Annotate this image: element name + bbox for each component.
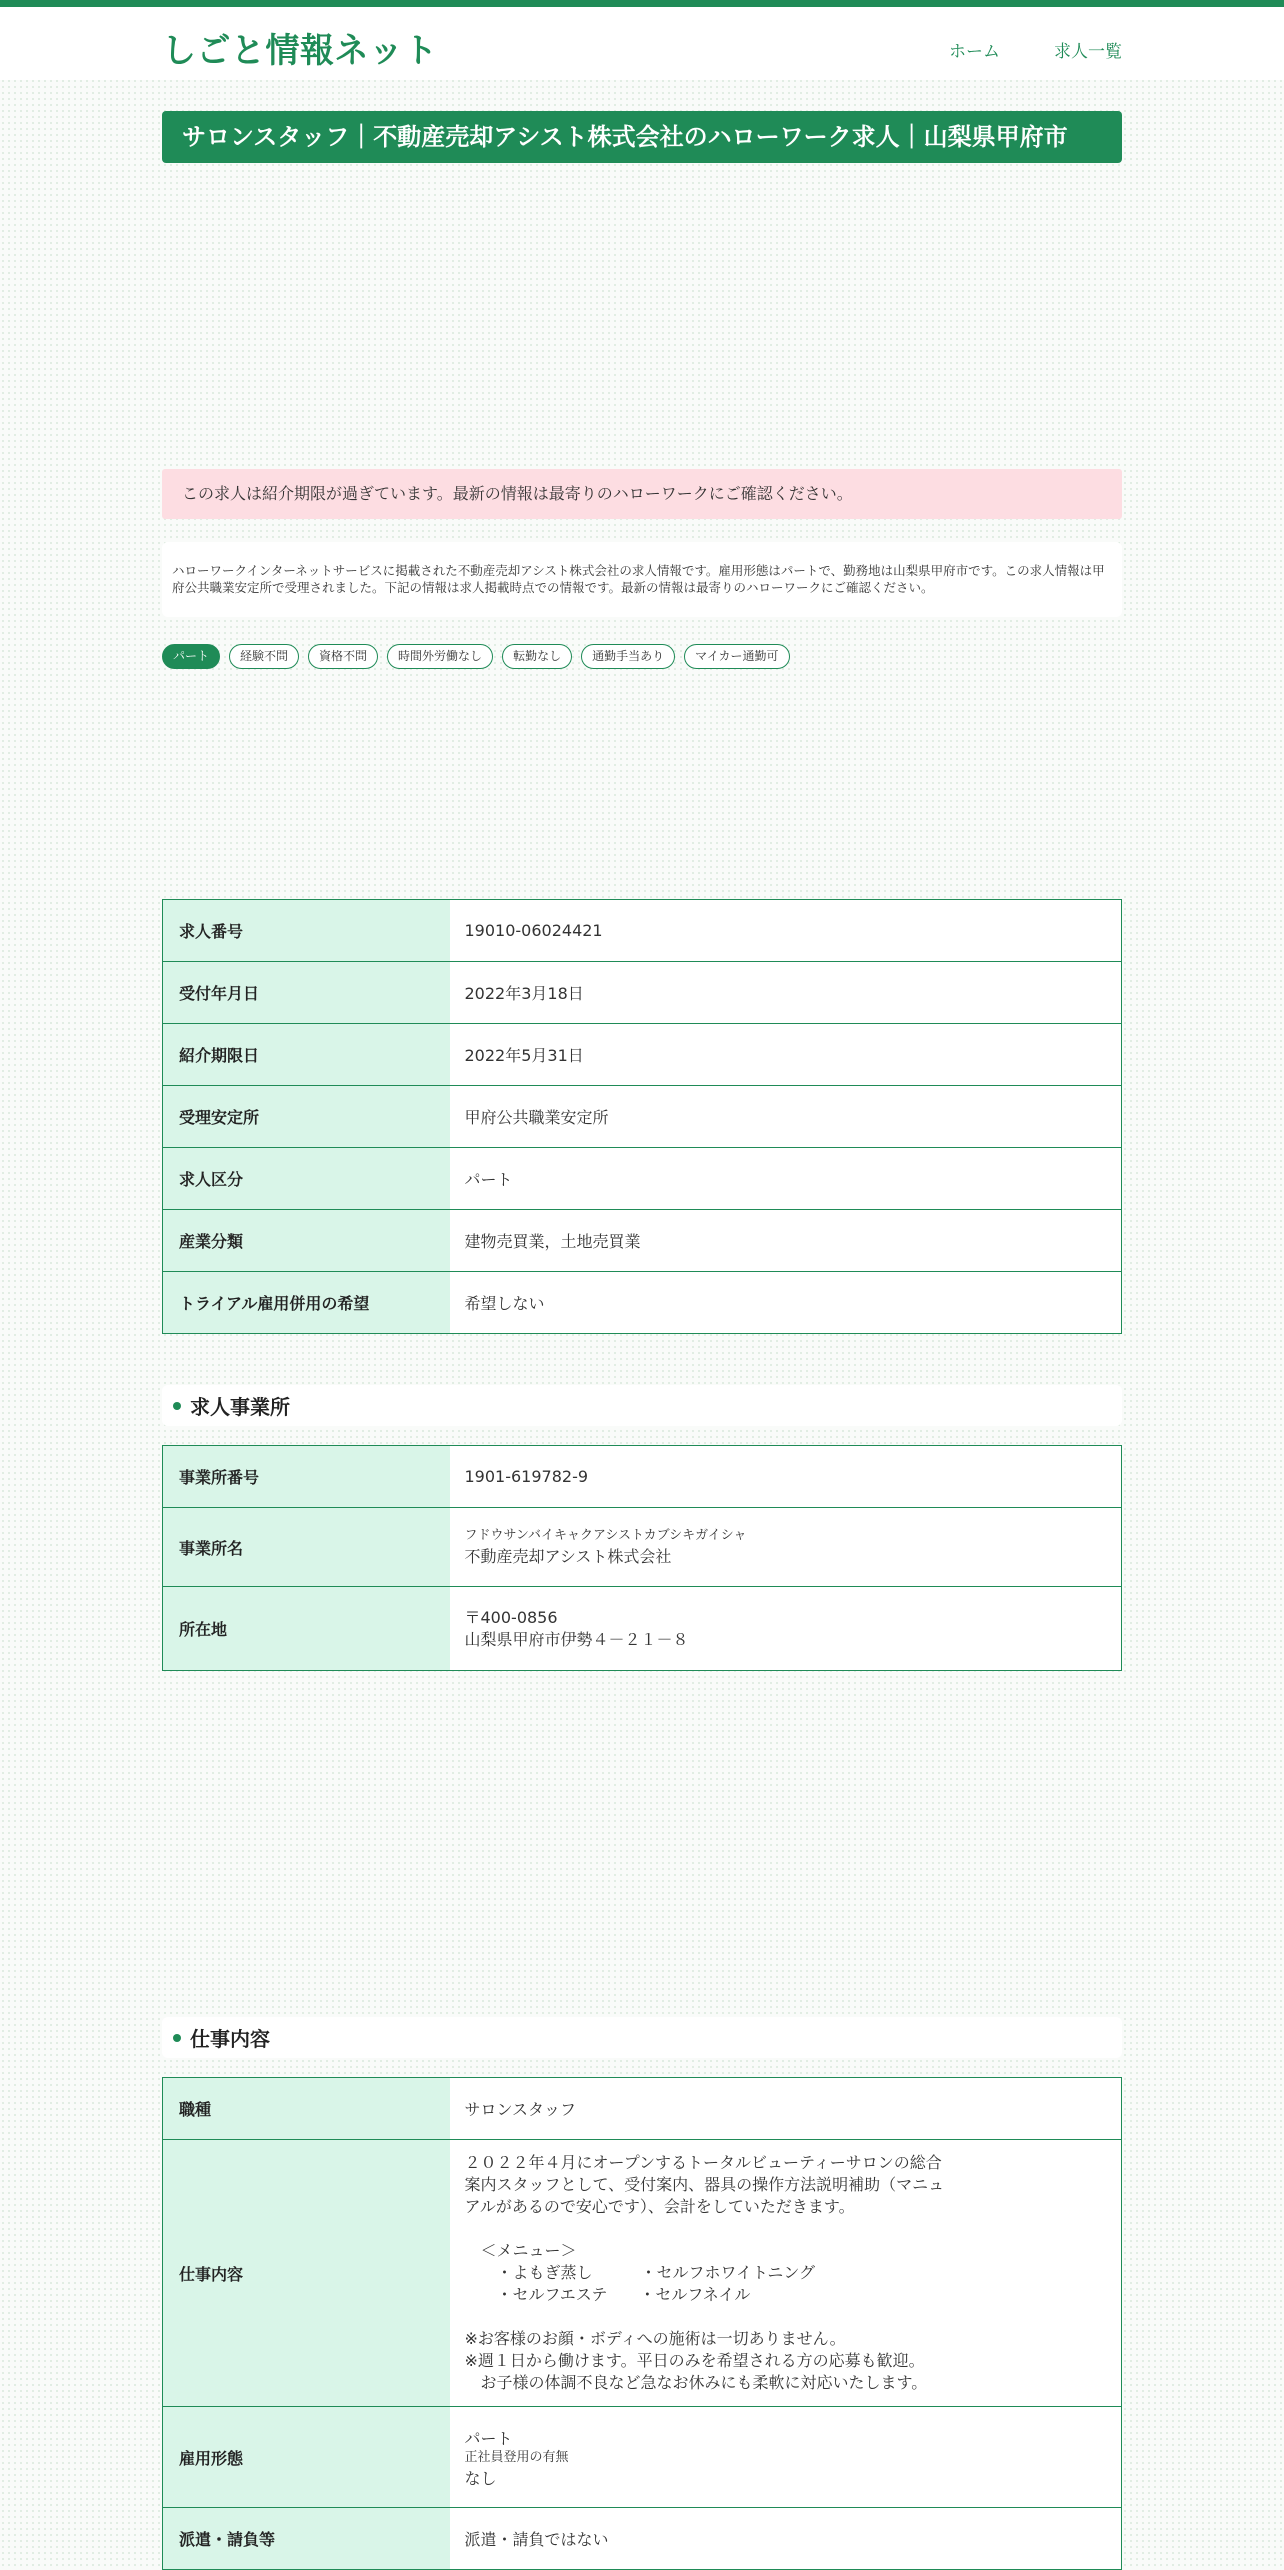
- tag-car-commute: マイカー通勤可: [684, 644, 789, 669]
- row-label: 事業所番号: [163, 1446, 450, 1508]
- row-label: 受理安定所: [163, 1086, 450, 1148]
- office-section-heading: [162, 1385, 1122, 1426]
- tag-no-qualification: 資格不問: [308, 644, 378, 669]
- row-label: 求人番号: [163, 900, 450, 962]
- row-value: 2022年3月18日: [450, 962, 1122, 1024]
- main-nav: [949, 37, 1122, 62]
- row-value: 建物売買業，土地売買業: [450, 1210, 1122, 1272]
- employment-cell: [450, 2407, 1122, 2508]
- table-row: [163, 900, 1122, 962]
- page-title: サロンスタッフ｜不動産売却アシスト株式会社のハローワーク求人｜山梨県甲府市: [162, 111, 1122, 163]
- regular-employment-value: なし: [464, 2468, 497, 2488]
- regular-employment-label: 正社員登用の有無: [464, 2449, 569, 2465]
- address: 山梨県甲府市伊勢４－２１－８: [464, 1629, 689, 1649]
- row-label: 仕事内容: [163, 2140, 450, 2407]
- employment-type: パート: [464, 2428, 513, 2448]
- job-section-heading: [162, 2017, 1122, 2058]
- nav-job-list-link[interactable]: 求人一覧: [1054, 42, 1122, 62]
- section-title: 仕事内容: [190, 2027, 270, 2051]
- postal-code: 〒400-0856: [464, 1607, 558, 1627]
- tag-part-time: パート: [162, 644, 220, 669]
- row-label: トライアル雇用併用の希望: [163, 1272, 450, 1334]
- section-title: 求人事業所: [190, 1395, 290, 1419]
- dispatch-status: 派遣・請負ではない: [450, 2508, 1122, 2570]
- table-row: [163, 1446, 1122, 1508]
- row-label: 求人区分: [163, 1148, 450, 1210]
- site-header: [0, 7, 1284, 80]
- tag-no-experience: 経験不問: [229, 644, 299, 669]
- table-row: [163, 1272, 1122, 1334]
- row-value: 甲府公共職業安定所: [450, 1086, 1122, 1148]
- site-logo[interactable]: しごと情報ネット: [162, 31, 438, 71]
- job-description-summary: ハローワークインターネットサービスに掲載された不動産売却アシスト株式会社の求人情報です。雇用形態はパートで、勤務地は山梨県甲府市です。この求人情報は甲府公共職業安定所で受理されました。下記の情報は求人掲載時点での情報です。最新の情報は最寄りのハローワークにご確認ください。: [162, 542, 1122, 617]
- bullet-dot-icon: [173, 2034, 181, 2042]
- bullet-dot-icon: [173, 1402, 181, 1410]
- tag-no-overtime: 時間外労働なし: [387, 644, 493, 669]
- row-label: 産業分類: [163, 1210, 450, 1272]
- row-label: 雇用形態: [163, 2407, 450, 2508]
- row-value: パート: [450, 1148, 1122, 1210]
- basic-info-block: [162, 899, 1122, 1334]
- table-row: [163, 1508, 1122, 1587]
- job-content: ２０２２年４月にオープンするトータルビューティーサロンの総合 案内スタッフとして、受付案内、器具の操作方法説明補助（マニュ アルがあるので安心です）、会計をしていただきます。 ＜メニュー＞ ・よもぎ蒸し ・セルフホワイトニング ・セルフエステ ・セルフネイル ※お客様のお顔・ボディへの施術は一切ありません。 ※週１日から働けます。平日のみを希望される方の応募も歓迎。 お子様の体調不良など急なお休みにも柔軟に対応いたします。: [450, 2140, 1122, 2407]
- table-row: [163, 1587, 1122, 1671]
- expired-alert: この求人は紹介期限が過ぎています。最新の情報は最寄りのハローワークにご確認ください。: [162, 469, 1122, 519]
- nav-home-link[interactable]: ホーム: [949, 42, 1000, 62]
- office-name-cell: [450, 1508, 1122, 1587]
- address-cell: [450, 1587, 1122, 1671]
- table-row: [163, 1086, 1122, 1148]
- table-row: [163, 2140, 1122, 2407]
- office-name-kana: フドウサンバイキャクアシストカブシキガイシャ: [464, 1528, 747, 1543]
- row-label: 紹介期限日: [163, 1024, 450, 1086]
- row-label: 職種: [163, 2078, 450, 2140]
- top-accent-bar: [0, 0, 1284, 7]
- office-number: 1901-619782-9: [450, 1446, 1122, 1508]
- table-row: [163, 2508, 1122, 2570]
- table-row: [163, 2407, 1122, 2508]
- row-label: 派遣・請負等: [163, 2508, 450, 2570]
- row-label: 受付年月日: [163, 962, 450, 1024]
- table-row: [163, 2078, 1122, 2140]
- job-info-table: [162, 2077, 1122, 2570]
- row-value: 2022年5月31日: [450, 1024, 1122, 1086]
- tag-list: [162, 644, 1122, 670]
- job-info-block: [162, 2077, 1122, 2570]
- occupation: サロンスタッフ: [450, 2078, 1122, 2140]
- table-row: [163, 1210, 1122, 1272]
- basic-info-table: [162, 899, 1122, 1334]
- row-label: 所在地: [163, 1587, 450, 1671]
- row-value: 19010-06024421: [450, 900, 1122, 962]
- table-row: [163, 1024, 1122, 1086]
- table-row: [163, 1148, 1122, 1210]
- office-info-table: [162, 1445, 1122, 1671]
- office-name: 不動産売却アシスト株式会社: [464, 1547, 672, 1566]
- table-row: [163, 962, 1122, 1024]
- tag-commute-allowance: 通勤手当あり: [581, 644, 675, 669]
- row-label: 事業所名: [163, 1508, 450, 1587]
- office-info-block: [162, 1445, 1122, 1671]
- row-value: 希望しない: [450, 1272, 1122, 1334]
- tag-no-transfer: 転勤なし: [502, 644, 572, 669]
